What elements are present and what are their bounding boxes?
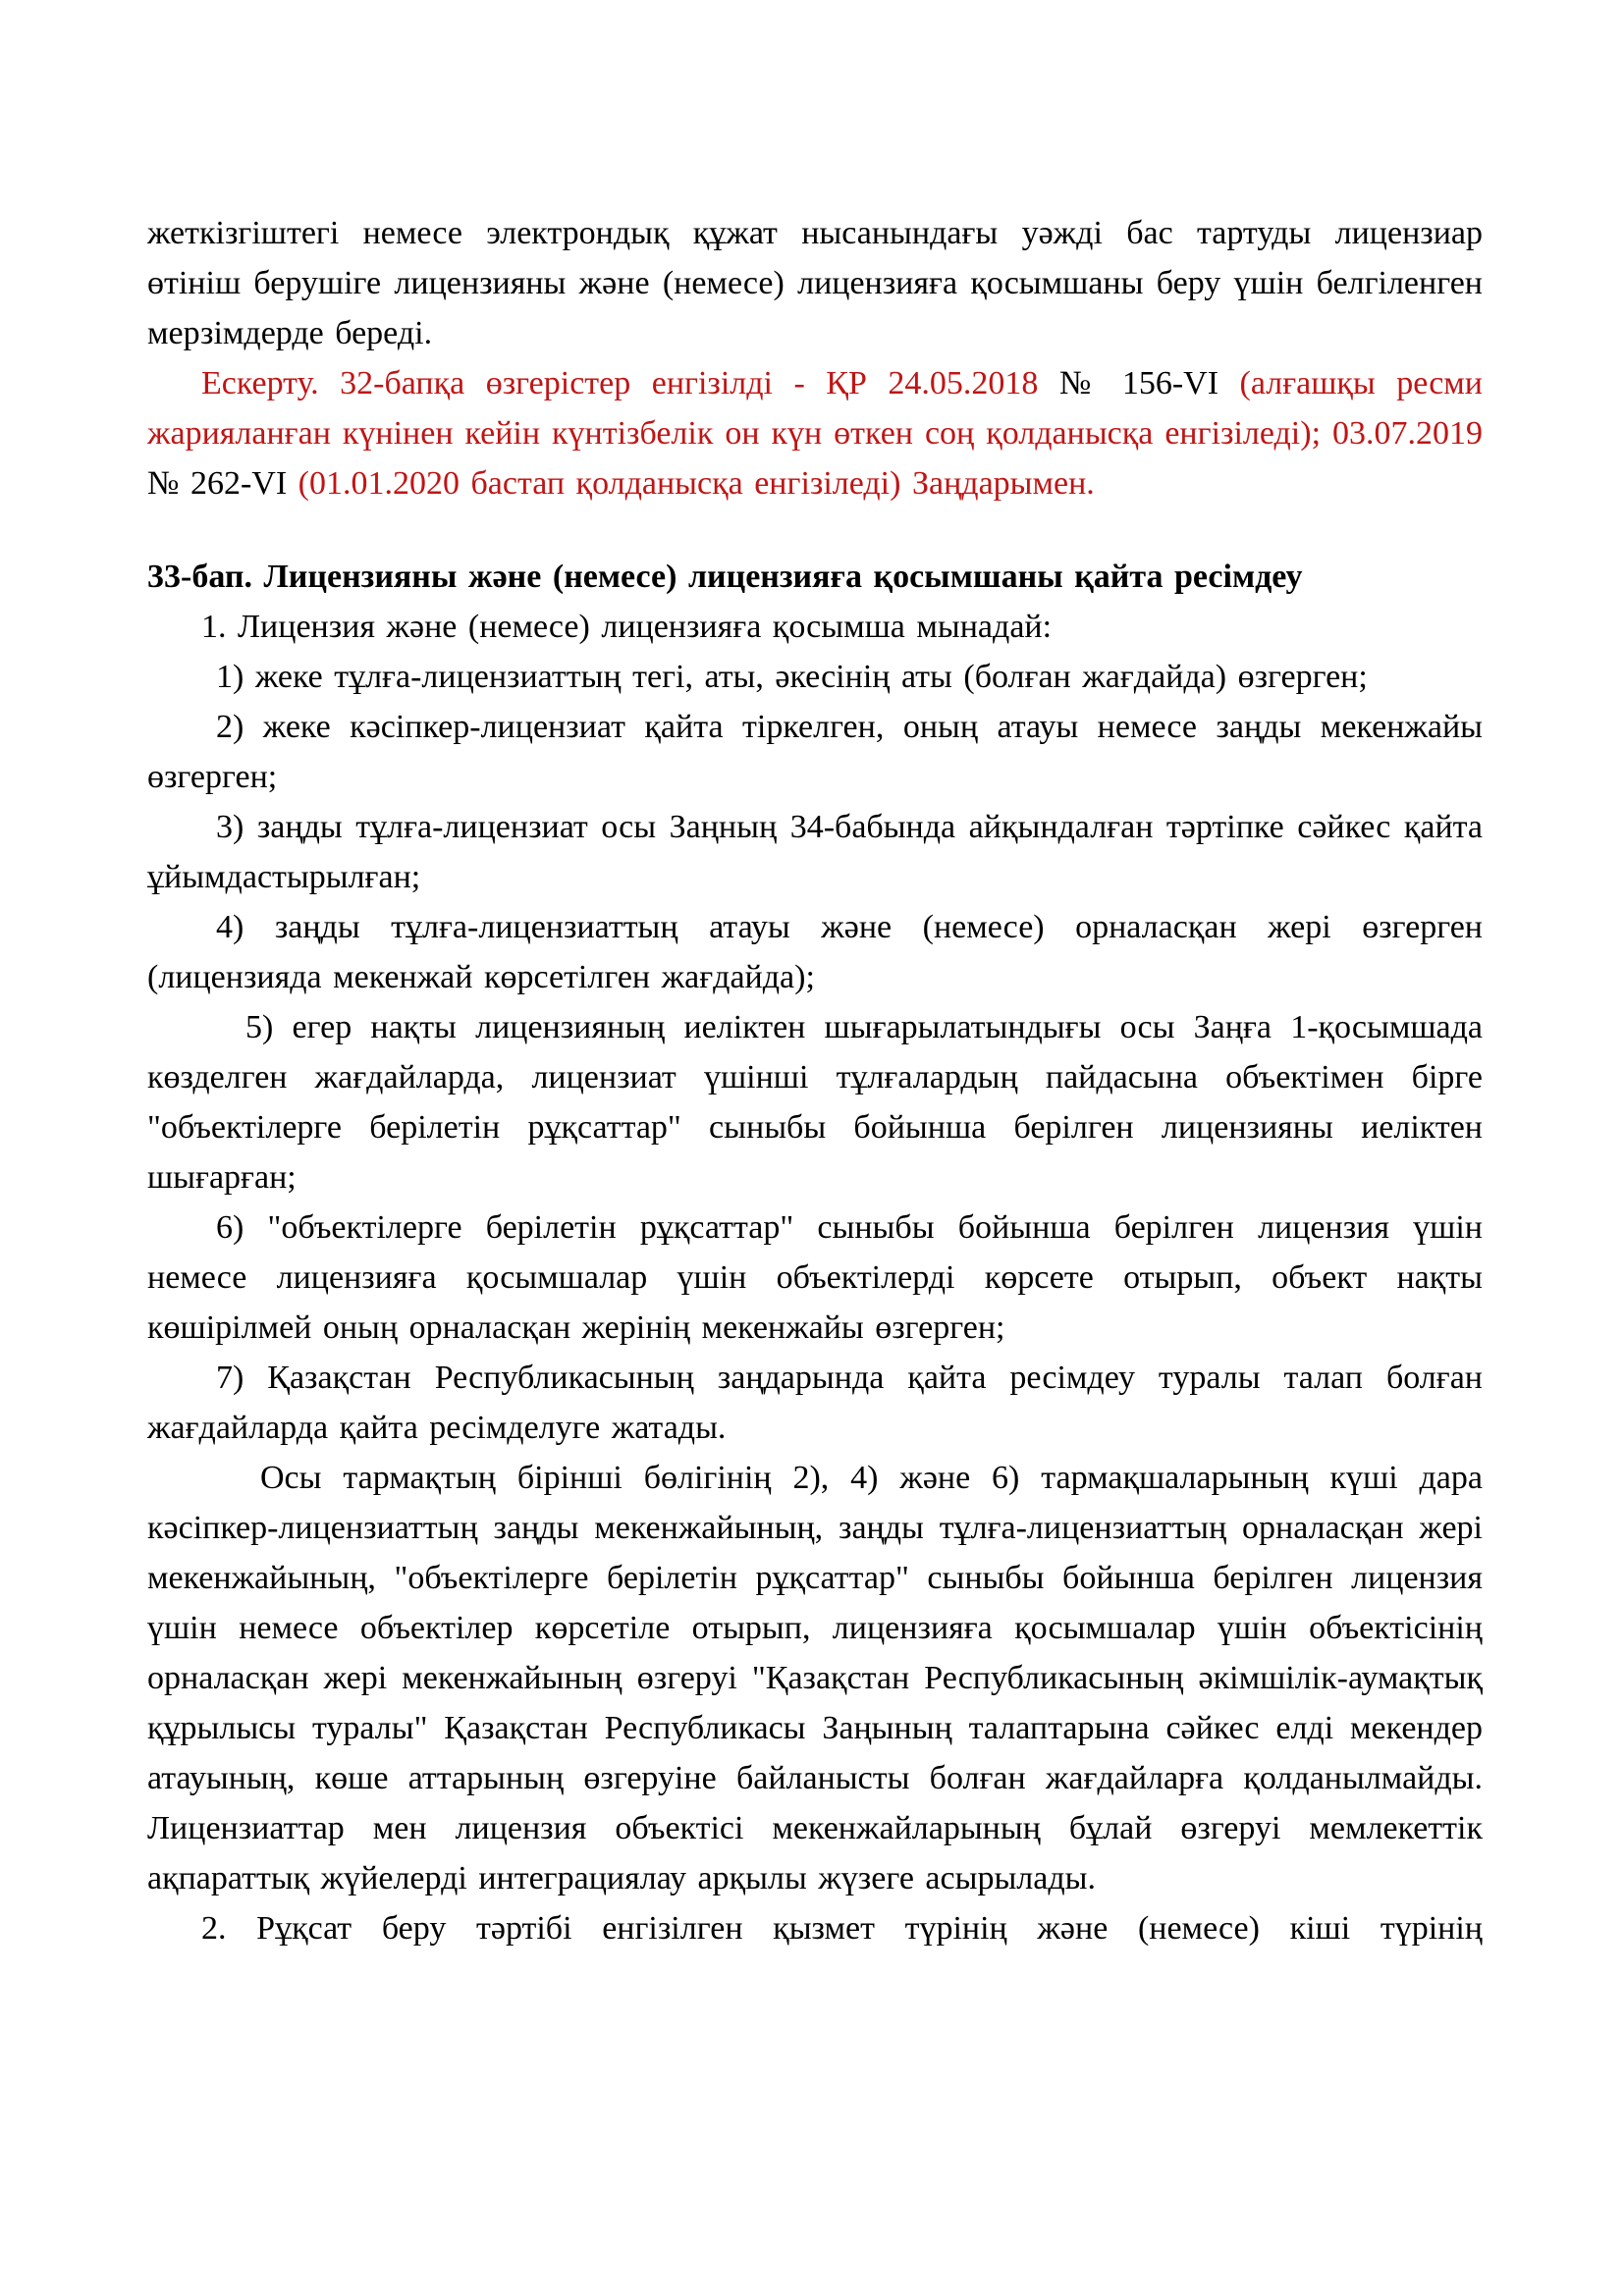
note-text-segment: Ескерту. 32-бапқа өзгерістер енгізілді - ҚР 24.05.2018 — [201, 365, 1059, 401]
subpoint-5 — [147, 1002, 1483, 1202]
text-segment: 2) жеке кәсіпкер-лицензиат қайта тіркелген, оның атауы немесе заңды мекенжайы өзгерген; — [147, 709, 1483, 795]
text-segment: 7) Қазақстан Республикасының заңдарында қайта ресімдеу туралы талап болған жағдайларда қайта ресімделуге жатады. — [147, 1360, 1483, 1446]
text-segment: № 262-VI — [147, 465, 298, 502]
subpoint-1 — [147, 652, 1483, 702]
article-heading — [147, 552, 1483, 602]
text-segment: Осы тармақтың бірінші бөлігінің 2), 4) және 6) тармақшаларының күші дара кәсіпкер-лицензиаттың заңды мекенжайының, заңды тұлға-лицензиаттың орналасқан жері мекенжайының, "объектілерге берілетін рұқсаттар" сыныбы бойынша берілген лицензия үшін немесе объектілер көрсетіле отырып, лицензияға қосымшалар үшін объектісінің орналасқан жері мекенжайының өзгеруі "Қазақстан Республикасының әкімшілік-аумақтық құрылысы туралы" Қазақстан Республикасы Заңының талаптарына сәйкес елді мекендер атауының, көше аттарының өзгеруіне байланысты болған жағдайларға қолданылмайды. Лицензиаттар мен лицензия объектісі мекенжайларының бұлай өзгеруі мемлекеттік ақпараттық жүйелерді интеграциялау арқылы жүзеге асырылады. — [147, 1460, 1483, 1896]
point-2-intro — [147, 1903, 1483, 1953]
text-segment: жеткізгіштегі немесе электрондық құжат нысанындағы уәжді бас тартуды лицензиар өтініш берушіге лицензияны және (немесе) лицензияға қосымшаны беру үшін белгіленген мерзімдерде береді. — [147, 215, 1483, 351]
text-segment: 1) жеке тұлға-лицензиаттың тегі, аты, әкесінің аты (болған жағдайда) өзгерген; — [216, 659, 1368, 695]
subpoint-2 — [147, 702, 1483, 802]
note-text-segment: (01.01.2020 бастап қолданысқа енгізіледі) Заңдарымен. — [298, 465, 1095, 502]
text-segment: 6) "объектілерге берілетін рұқсаттар" сыныбы бойынша берілген лицензия үшін немесе лицензияға қосымшалар үшін объектілерді көрсете отырып, объект нақты көшірілмей оның орналасқан жерінің мекенжайы өзгерген; — [147, 1209, 1483, 1346]
text-segment: 3) заңды тұлға-лицензиат осы Заңның 34-бабында айқындалған тәртіпке сәйкес қайта ұйымдастырылған; — [147, 809, 1483, 895]
second-part-paragraph — [147, 1453, 1483, 1903]
amendment-note — [147, 358, 1483, 508]
text-segment: № 156-VI — [1058, 365, 1240, 401]
continuation-paragraph — [147, 208, 1483, 358]
text-segment: 5) егер нақты лицензияның иеліктен шығарылатындығы осы Заңға 1-қосымшада көзделген жағдайларда, лицензиат үшінші тұлғалардың пайдасына объектімен бірге "объектілерге берілетін рұқсаттар" сыныбы бойынша берілген лицензияны иеліктен шығарған; — [147, 1009, 1483, 1196]
text-segment: 1. Лицензия және (немесе) лицензияға қосымша мынадай: — [201, 609, 1053, 645]
text-segment: 4) заңды тұлға-лицензиаттың атауы және (немесе) орналасқан жері өзгерген (лицензияда мекенжай көрсетілген жағдайда); — [147, 909, 1483, 995]
subpoint-3 — [147, 802, 1483, 902]
subpoint-4 — [147, 902, 1483, 1002]
subpoint-7 — [147, 1353, 1483, 1453]
subpoint-6 — [147, 1202, 1483, 1353]
text-segment: 2. Рұқсат беру тәртібі енгізілген қызмет түрінің және (немесе) кіші түрінің — [201, 1910, 1483, 1947]
document-text — [147, 208, 1483, 1953]
note-text-segment: (алғашқы ресми жарияланған күнінен кейін күнтізбелік он күн өткен соң қолданысқа енгізіледі); 03.07.2019 — [147, 365, 1484, 452]
text-segment: 33-бап. Лицензияны және (немесе) лицензияға қосымшаны қайта ресімдеу — [147, 559, 1303, 595]
point-1-intro — [147, 602, 1483, 652]
